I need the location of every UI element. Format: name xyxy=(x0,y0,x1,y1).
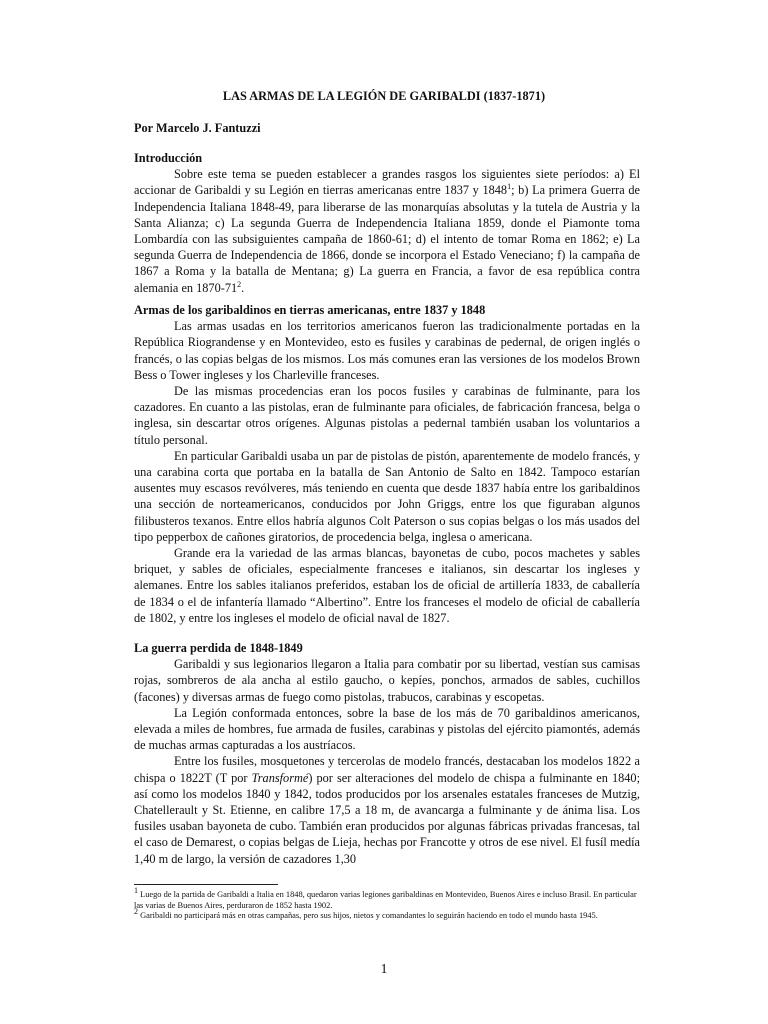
paragraph: Garibaldi y sus legionarios llegaron a Italia para combatir por su libertad, vestían sus camisas rojas, sombreros de ala ancha al estilo gaucho, o kepíes, ponchos, armados de sables, cuchillos (facones) y diversas armas de fuego como pistolas, trabucos, carabinas y escopetas. xyxy=(134,657,640,704)
paragraph: La Legión conformada entonces, sobre la base de los más de 70 garibaldinos americanos, elevada a miles de hombres, fue armada de fusiles, carabinas y pistolas del ejército piamontés, además de muchas armas capturadas a los austríacos. xyxy=(134,705,640,753)
section-heading: Introducción xyxy=(134,151,203,165)
paragraph: De las mismas procedencias eran los pocos fusiles y carabinas de fulminante, para los cazadores. En cuanto a las pistolas, eran de fulminante para oficiales, de fabricación francesa, belga o inglesa, sin descartar otros orígenes. Algunas pistolas a pedernal también usaban los voluntarios a título personal. xyxy=(134,384,640,447)
footnote-2: $^2$ Garibaldi no participará más en otras campañas, pero sus hijos, nietos y comandantes lo seguirán haciendo en todo el mundo hasta 1945. xyxy=(134,907,598,921)
page-number: 1 xyxy=(380,962,388,977)
section-heading: Armas de los garibaldinos en tierras americanas, entre 1837 y 1848 xyxy=(134,303,486,317)
paragraph: Entre los fusiles, mosquetones y tercerolas de modelo francés, destacaban los modelos 1822 a chispa o 1822T (T por Transformé) por ser alteraciones del modelo de chispa a fulminante en 1840; así como los modelos 1840 y 1842, todos producidos por los arsenales estatales franceses de Mutzig, Chatellerault y St. Etienne, en calibre 17,5 a 18 m, de avancarga a fulminante y de ánima lisa. Los fusiles usaban bayoneta de cubo. También eran producidos por algunas fábricas privadas francesas, tal el caso de Demarest, o copias belgas de Lieja, hechas por Francotte y otros de ese nivel. El fusíl medía 1,40 m de largo, la versión de cazadores 1,30 xyxy=(134,754,640,866)
section-guerra-perdida xyxy=(134,640,640,867)
emphasis-transforme: Transformé xyxy=(251,770,309,785)
author: Por Marcelo J. Fantuzzi xyxy=(134,121,261,135)
author-line xyxy=(134,120,640,136)
paragraph: Sobre este tema se pueden establecer a grandes rasgos los siguientes siete períodos: a) El accionar de Garibaldi y su Legión en tierras americanas entre 1837 y 1848$^1$; b) La primera Guerra de Independencia Italiana 1848-49, para liberarse de las monarquías absolutas y la tutela de Austria y la Santa Alianza; c) La segunda Guerra de Independencia Italiana 1859, donde el Piamonte toma Lombardía con las subsiguientes campaña de 1860-61; d) el intento de tomar Roma en 1862; e) La segunda Guerra de Independencia de 1866, donde se incorpora el Estado Veneciano; f) la campaña de 1867 a Roma y la batalla de Mentana; g) La guerra en Francia, a favor de esa república contra alemania en $1870-71^2$. xyxy=(134,167,641,295)
section-introduccion xyxy=(134,150,640,296)
paragraph: Las armas usadas en los territorios americanos fueron las tradicionalmente portadas en la República Riograndense y en Montevideo, esto es fusiles y carabinas de pedernal, de origen inglés o francés, o las copias belgas de los mismos. Los más comunes eran las versiones de los modelos Brown Bess o Tower ingleses y los Charleville franceses. xyxy=(134,319,640,382)
footnotes xyxy=(134,886,640,922)
footnote-separator xyxy=(134,884,278,885)
paragraph: En particular Garibaldi usaba un par de pistolas de pistón, aparentemente de modelo francés, y una carabina corta que portaba en la batalla de San Antonio de Salto en 1842. Tampoco estarían ausentes muy escasos revólveres, más teniendo en cuenta que desde 1837 había entre los garibaldinos una sección de norteamericanos, conducidos por John Griggs, entre los que figuraban algunos filibusteros texanos. Entre ellos habría algunos Colt Paterson o sus copias belgas o los más usados del tipo pepperbox de cañones giratorios, de procedencia belga, inglesa o americana. xyxy=(134,448,640,544)
footnote-1: $^1$ Luego de la partida de Garibaldi a Italia en 1848, quedaron varias legiones garibaldinas en Montevideo, Buenos Aires e incluso Brasil. En particular las varias de Buenos Aires, perduraron de 1852 hasta 1902. xyxy=(134,886,637,910)
document-title: LAS ARMAS DE LA LEGIÓN DE GARIBALDI (1837-1871) xyxy=(222,89,546,103)
paragraph: Grande era la variedad de las armas blancas, bayonetas de cubo, pocos machetes y sables briquet, y sables de oficiales, especialmente franceses e italianos, sin descartar los ingleses y alemanes. Entre los sables italianos preferidos, estaban los de oficial de artillería 1833, de caballería de 1834 o el de infantería llamado “Albertino”. Entre los franceses el modelo de oficial de caballería de 1802, y entre los ingleses el modelo de oficial naval de 1827. xyxy=(134,546,640,625)
footnote-ref-2[interactable]: 2 xyxy=(237,279,242,289)
footnote-ref-1[interactable]: 1 xyxy=(507,182,512,192)
section-heading: La guerra perdida de 1848-1849 xyxy=(134,641,303,655)
section-armas-americanas xyxy=(134,302,640,626)
